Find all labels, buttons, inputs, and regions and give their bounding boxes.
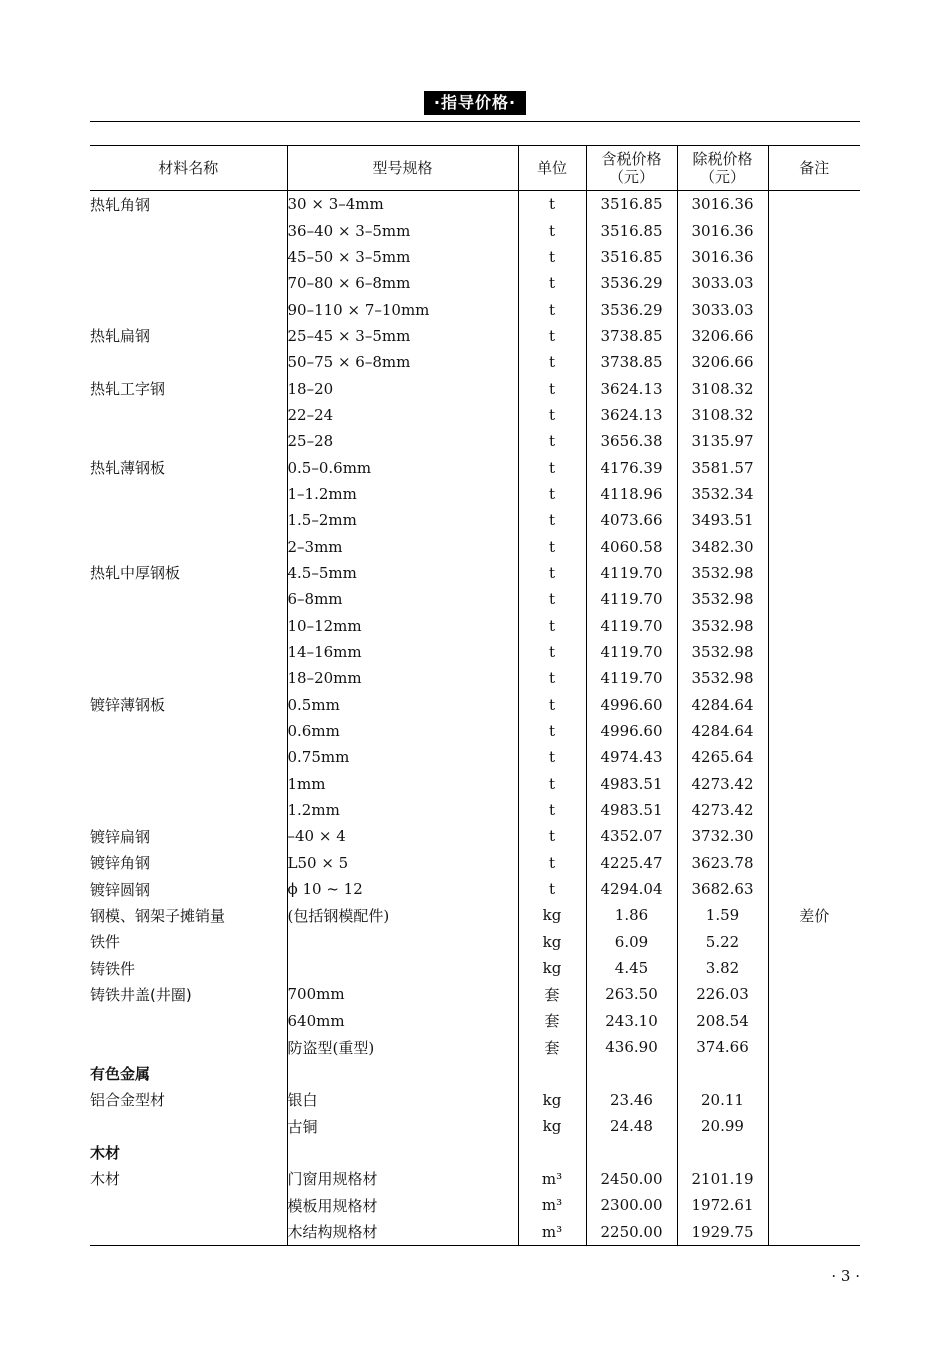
table-row <box>90 296 860 322</box>
spec-cell: 30 × 3–4mm <box>287 191 518 218</box>
header-price-excl-tax-line2: （元） <box>699 168 745 186</box>
price-incl-tax-cell: 263.50 <box>586 981 677 1007</box>
price-incl-tax-cell: 4119.70 <box>586 560 677 586</box>
table-row <box>90 771 860 797</box>
material-name-cell: 木材 <box>90 1170 121 1189</box>
price-excl-tax-cell: 3532.98 <box>677 665 768 691</box>
spec-cell: 1.5–2mm <box>287 507 518 533</box>
table-row <box>90 1113 860 1139</box>
price-incl-tax-cell: 3738.85 <box>586 349 677 375</box>
material-name-cell: 铁件 <box>90 933 121 952</box>
remark-cell <box>768 560 860 586</box>
table-row <box>90 797 860 823</box>
spec-cell: 模板用规格材 <box>287 1192 518 1218</box>
table-body <box>90 191 860 1246</box>
unit-cell: t <box>518 217 586 243</box>
remark-cell <box>768 1192 860 1218</box>
table-row <box>90 876 860 902</box>
remark-cell <box>768 955 860 981</box>
remark-cell <box>768 850 860 876</box>
material-name-cell <box>90 639 287 665</box>
table-row <box>90 349 860 375</box>
header-remark: 备注 <box>768 146 860 191</box>
price-excl-tax-cell: 4273.42 <box>677 771 768 797</box>
header-price-incl-tax-line1: 含税价格 <box>601 150 662 168</box>
price-incl-tax-cell: 3516.85 <box>586 244 677 270</box>
material-name-cell <box>90 1218 287 1245</box>
price-excl-tax-cell: 3.82 <box>677 955 768 981</box>
spec-cell: 2–3mm <box>287 533 518 559</box>
spec-cell <box>287 1139 518 1165</box>
remark-cell <box>768 375 860 401</box>
price-incl-tax-cell: 1.86 <box>586 902 677 928</box>
table-row <box>90 481 860 507</box>
unit-cell: t <box>518 481 586 507</box>
price-excl-tax-cell: 1972.61 <box>677 1192 768 1218</box>
price-excl-tax-cell: 3108.32 <box>677 375 768 401</box>
table-row <box>90 902 860 928</box>
remark-cell <box>768 533 860 559</box>
spec-cell: 防盗型(重型) <box>287 1034 518 1060</box>
price-incl-tax-cell: 4119.70 <box>586 639 677 665</box>
table-row <box>90 454 860 480</box>
spec-cell: 90–110 × 7–10mm <box>287 296 518 322</box>
material-name-cell: 镀锌扁钢 <box>90 827 151 846</box>
price-excl-tax-cell: 3493.51 <box>677 507 768 533</box>
price-incl-tax-cell: 3536.29 <box>586 296 677 322</box>
table-row <box>90 1192 860 1218</box>
table-row <box>90 718 860 744</box>
unit-cell: t <box>518 797 586 823</box>
price-incl-tax-cell: 4176.39 <box>586 454 677 480</box>
unit-cell: t <box>518 613 586 639</box>
table-row <box>90 981 860 1007</box>
material-name-cell <box>90 586 287 612</box>
unit-cell: m³ <box>518 1166 586 1192</box>
spec-cell: 0.5mm <box>287 692 518 718</box>
unit-cell: t <box>518 823 586 849</box>
material-name-cell: 有色金属 <box>90 1065 151 1084</box>
material-name-cell: 镀锌角钢 <box>90 854 151 873</box>
remark-cell <box>768 481 860 507</box>
material-name-cell <box>90 481 287 507</box>
spec-cell: 6–8mm <box>287 586 518 612</box>
remark-cell <box>768 744 860 770</box>
table-row <box>90 1008 860 1034</box>
remark-cell <box>768 270 860 296</box>
price-incl-tax-cell <box>586 1060 677 1086</box>
table-row <box>90 428 860 454</box>
price-incl-tax-cell: 23.46 <box>586 1087 677 1113</box>
spec-cell: (包括钢模配件) <box>287 902 518 928</box>
remark-cell <box>768 1087 860 1113</box>
price-excl-tax-cell: 226.03 <box>677 981 768 1007</box>
material-name-cell <box>90 1008 287 1034</box>
unit-cell: t <box>518 323 586 349</box>
spec-cell <box>287 929 518 955</box>
remark-cell <box>768 323 860 349</box>
price-incl-tax-cell: 24.48 <box>586 1113 677 1139</box>
spec-cell: 45–50 × 3–5mm <box>287 244 518 270</box>
unit-cell: t <box>518 507 586 533</box>
price-incl-tax-cell: 3624.13 <box>586 375 677 401</box>
price-incl-tax-cell: 4352.07 <box>586 823 677 849</box>
header-material-name: 材料名称 <box>90 146 287 191</box>
price-excl-tax-cell: 3532.98 <box>677 639 768 665</box>
unit-cell: 套 <box>518 1008 586 1034</box>
spec-cell: 古铜 <box>287 1113 518 1139</box>
unit-cell: kg <box>518 902 586 928</box>
material-name-cell: 铸铁井盖(井圈) <box>90 985 192 1004</box>
table-row <box>90 1166 860 1192</box>
price-incl-tax-cell: 4225.47 <box>586 850 677 876</box>
remark-cell <box>768 797 860 823</box>
table-row <box>90 1087 860 1113</box>
page-title: ·指导价格· <box>424 91 526 115</box>
table-row <box>90 665 860 691</box>
price-excl-tax-cell <box>677 1060 768 1086</box>
header-unit: 单位 <box>518 146 586 191</box>
unit-cell: t <box>518 692 586 718</box>
remark-cell <box>768 981 860 1007</box>
table-row <box>90 244 860 270</box>
spec-cell: 36–40 × 3–5mm <box>287 217 518 243</box>
price-incl-tax-cell: 4.45 <box>586 955 677 981</box>
price-incl-tax-cell: 3536.29 <box>586 270 677 296</box>
price-excl-tax-cell: 4284.64 <box>677 692 768 718</box>
unit-cell: t <box>518 586 586 612</box>
price-excl-tax-cell: 3482.30 <box>677 533 768 559</box>
spec-cell: ϕ 10 ~ 12 <box>287 876 518 902</box>
unit-cell: t <box>518 533 586 559</box>
table-row <box>90 323 860 349</box>
material-name-cell: 镀锌圆钢 <box>90 880 151 899</box>
remark-cell <box>768 217 860 243</box>
remark-cell <box>768 1166 860 1192</box>
price-incl-tax-cell: 3656.38 <box>586 428 677 454</box>
price-excl-tax-cell: 4265.64 <box>677 744 768 770</box>
unit-cell: kg <box>518 929 586 955</box>
price-incl-tax-cell: 4060.58 <box>586 533 677 559</box>
price-incl-tax-cell: 2250.00 <box>586 1218 677 1245</box>
material-name-cell <box>90 428 287 454</box>
price-incl-tax-cell: 2450.00 <box>586 1166 677 1192</box>
price-excl-tax-cell: 3532.98 <box>677 586 768 612</box>
table-row <box>90 850 860 876</box>
remark-cell: 差价 <box>768 902 860 928</box>
unit-cell <box>518 1060 586 1086</box>
remark-cell <box>768 665 860 691</box>
spec-cell <box>287 955 518 981</box>
spec-cell: 70–80 × 6–8mm <box>287 270 518 296</box>
remark-cell <box>768 1034 860 1060</box>
spec-cell: 1.2mm <box>287 797 518 823</box>
table-row <box>90 191 860 218</box>
header-spec: 型号规格 <box>287 146 518 191</box>
material-name-cell: 木材 <box>90 1144 121 1163</box>
price-excl-tax-cell: 20.11 <box>677 1087 768 1113</box>
price-excl-tax-cell <box>677 1139 768 1165</box>
remark-cell <box>768 692 860 718</box>
material-name-cell <box>90 533 287 559</box>
spec-cell: 0.5–0.6mm <box>287 454 518 480</box>
remark-cell <box>768 402 860 428</box>
table-row <box>90 533 860 559</box>
price-incl-tax-cell: 4983.51 <box>586 797 677 823</box>
price-excl-tax-cell: 3532.98 <box>677 613 768 639</box>
spec-cell: 22–24 <box>287 402 518 428</box>
price-incl-tax-cell: 4996.60 <box>586 718 677 744</box>
unit-cell: kg <box>518 955 586 981</box>
spec-cell: 0.6mm <box>287 718 518 744</box>
unit-cell: t <box>518 296 586 322</box>
price-excl-tax-cell: 2101.19 <box>677 1166 768 1192</box>
header-rule <box>90 121 860 122</box>
header-price-incl-tax <box>586 146 677 191</box>
spec-cell: 18–20mm <box>287 665 518 691</box>
price-excl-tax-cell: 3016.36 <box>677 217 768 243</box>
header-price-incl-tax-line2: （元） <box>608 168 654 186</box>
price-incl-tax-cell: 4119.70 <box>586 665 677 691</box>
material-name-cell <box>90 1113 287 1139</box>
price-excl-tax-cell: 5.22 <box>677 929 768 955</box>
remark-cell <box>768 639 860 665</box>
price-excl-tax-cell: 3206.66 <box>677 323 768 349</box>
table-row <box>90 1218 860 1245</box>
price-incl-tax-cell <box>586 1139 677 1165</box>
table-row <box>90 929 860 955</box>
price-excl-tax-cell: 4273.42 <box>677 797 768 823</box>
remark-cell <box>768 613 860 639</box>
table-row <box>90 1034 860 1060</box>
remark-cell <box>768 1008 860 1034</box>
price-incl-tax-cell: 4983.51 <box>586 771 677 797</box>
unit-cell: t <box>518 349 586 375</box>
spec-cell: 0.75mm <box>287 744 518 770</box>
spec-cell: –40 × 4 <box>287 823 518 849</box>
material-name-cell <box>90 349 287 375</box>
unit-cell: t <box>518 718 586 744</box>
price-incl-tax-cell: 3738.85 <box>586 323 677 349</box>
unit-cell: m³ <box>518 1218 586 1245</box>
price-excl-tax-cell: 3016.36 <box>677 244 768 270</box>
table-row <box>90 955 860 981</box>
spec-cell: 18–20 <box>287 375 518 401</box>
unit-cell: t <box>518 402 586 428</box>
header-price-excl-tax <box>677 146 768 191</box>
remark-cell <box>768 1139 860 1165</box>
remark-cell <box>768 771 860 797</box>
spec-cell: 50–75 × 6–8mm <box>287 349 518 375</box>
price-incl-tax-cell: 436.90 <box>586 1034 677 1060</box>
spec-cell: 4.5–5mm <box>287 560 518 586</box>
price-excl-tax-cell: 3108.32 <box>677 402 768 428</box>
material-name-cell <box>90 665 287 691</box>
unit-cell: t <box>518 191 586 218</box>
price-excl-tax-cell: 3623.78 <box>677 850 768 876</box>
remark-cell <box>768 191 860 218</box>
price-excl-tax-cell: 3016.36 <box>677 191 768 218</box>
price-excl-tax-cell: 3206.66 <box>677 349 768 375</box>
unit-cell: t <box>518 771 586 797</box>
unit-cell <box>518 1139 586 1165</box>
material-name-cell: 钢模、钢架子摊销量 <box>90 906 226 925</box>
spec-cell: 640mm <box>287 1008 518 1034</box>
material-name-cell: 镀锌薄钢板 <box>90 696 166 715</box>
price-excl-tax-cell: 3135.97 <box>677 428 768 454</box>
unit-cell: kg <box>518 1113 586 1139</box>
spec-cell: 10–12mm <box>287 613 518 639</box>
price-incl-tax-cell: 2300.00 <box>586 1192 677 1218</box>
section-row <box>90 1060 860 1086</box>
header-price-excl-tax-line1: 除税价格 <box>692 150 753 168</box>
unit-cell: t <box>518 244 586 270</box>
spec-cell <box>287 1060 518 1086</box>
price-excl-tax-cell: 3033.03 <box>677 270 768 296</box>
section-row <box>90 1139 860 1165</box>
remark-cell <box>768 244 860 270</box>
price-table <box>90 145 860 1246</box>
material-name-cell: 热轧薄钢板 <box>90 459 166 478</box>
unit-cell: t <box>518 560 586 586</box>
unit-cell: t <box>518 665 586 691</box>
price-incl-tax-cell: 4073.66 <box>586 507 677 533</box>
unit-cell: t <box>518 876 586 902</box>
spec-cell: L50 × 5 <box>287 850 518 876</box>
material-name-cell: 热轧扁钢 <box>90 327 151 346</box>
price-excl-tax-cell: 3581.57 <box>677 454 768 480</box>
table-row <box>90 744 860 770</box>
table-row <box>90 375 860 401</box>
remark-cell <box>768 929 860 955</box>
material-name-cell <box>90 1192 287 1218</box>
material-name-cell: 热轧角钢 <box>90 195 151 214</box>
unit-cell: 套 <box>518 1034 586 1060</box>
price-excl-tax-cell: 20.99 <box>677 1113 768 1139</box>
price-incl-tax-cell: 3624.13 <box>586 402 677 428</box>
price-excl-tax-cell: 3532.34 <box>677 481 768 507</box>
price-excl-tax-cell: 3033.03 <box>677 296 768 322</box>
table-row <box>90 270 860 296</box>
price-incl-tax-cell: 4294.04 <box>586 876 677 902</box>
price-incl-tax-cell: 4974.43 <box>586 744 677 770</box>
price-excl-tax-cell: 1929.75 <box>677 1218 768 1245</box>
price-incl-tax-cell: 243.10 <box>586 1008 677 1034</box>
remark-cell <box>768 296 860 322</box>
table-row <box>90 639 860 665</box>
material-name-cell <box>90 744 287 770</box>
price-incl-tax-cell: 4996.60 <box>586 692 677 718</box>
material-name-cell: 热轧工字钢 <box>90 380 166 399</box>
table-header-row <box>90 146 860 191</box>
price-excl-tax-cell: 3732.30 <box>677 823 768 849</box>
spec-cell: 门窗用规格材 <box>287 1166 518 1192</box>
material-name-cell <box>90 244 287 270</box>
price-incl-tax-cell: 3516.85 <box>586 191 677 218</box>
price-excl-tax-cell: 4284.64 <box>677 718 768 744</box>
material-name-cell <box>90 771 287 797</box>
material-name-cell <box>90 797 287 823</box>
table-row <box>90 402 860 428</box>
material-name-cell <box>90 718 287 744</box>
remark-cell <box>768 454 860 480</box>
unit-cell: 套 <box>518 981 586 1007</box>
table-row <box>90 217 860 243</box>
material-name-cell <box>90 402 287 428</box>
remark-cell <box>768 1060 860 1086</box>
spec-cell: 14–16mm <box>287 639 518 665</box>
remark-cell <box>768 876 860 902</box>
unit-cell: t <box>518 744 586 770</box>
price-incl-tax-cell: 4119.70 <box>586 613 677 639</box>
spec-cell: 25–45 × 3–5mm <box>287 323 518 349</box>
material-name-cell <box>90 270 287 296</box>
unit-cell: kg <box>518 1087 586 1113</box>
remark-cell <box>768 1113 860 1139</box>
unit-cell: t <box>518 850 586 876</box>
material-name-cell <box>90 217 287 243</box>
table-row <box>90 560 860 586</box>
remark-cell <box>768 349 860 375</box>
remark-cell <box>768 507 860 533</box>
spec-cell: 1mm <box>287 771 518 797</box>
remark-cell <box>768 1218 860 1245</box>
spec-cell: 银白 <box>287 1087 518 1113</box>
material-name-cell <box>90 507 287 533</box>
price-incl-tax-cell: 6.09 <box>586 929 677 955</box>
unit-cell: t <box>518 639 586 665</box>
unit-cell: t <box>518 375 586 401</box>
table-row <box>90 692 860 718</box>
table-row <box>90 613 860 639</box>
table-row <box>90 586 860 612</box>
unit-cell: t <box>518 270 586 296</box>
page-number: · 3 · <box>831 1267 860 1285</box>
price-incl-tax-cell: 4119.70 <box>586 586 677 612</box>
price-excl-tax-cell: 374.66 <box>677 1034 768 1060</box>
price-excl-tax-cell: 1.59 <box>677 902 768 928</box>
price-excl-tax-cell: 3682.63 <box>677 876 768 902</box>
table-row <box>90 823 860 849</box>
price-incl-tax-cell: 3516.85 <box>586 217 677 243</box>
spec-cell: 1–1.2mm <box>287 481 518 507</box>
material-name-cell: 铝合金型材 <box>90 1091 166 1110</box>
unit-cell: t <box>518 454 586 480</box>
spec-cell: 25–28 <box>287 428 518 454</box>
remark-cell <box>768 428 860 454</box>
spec-cell: 木结构规格材 <box>287 1218 518 1245</box>
material-name-cell: 铸铁件 <box>90 959 136 978</box>
remark-cell <box>768 586 860 612</box>
remark-cell <box>768 823 860 849</box>
material-name-cell <box>90 296 287 322</box>
table-row <box>90 507 860 533</box>
remark-cell <box>768 718 860 744</box>
material-name-cell <box>90 613 287 639</box>
price-incl-tax-cell: 4118.96 <box>586 481 677 507</box>
unit-cell: m³ <box>518 1192 586 1218</box>
material-name-cell <box>90 1034 287 1060</box>
price-excl-tax-cell: 3532.98 <box>677 560 768 586</box>
spec-cell: 700mm <box>287 981 518 1007</box>
unit-cell: t <box>518 428 586 454</box>
material-name-cell: 热轧中厚钢板 <box>90 564 181 583</box>
price-excl-tax-cell: 208.54 <box>677 1008 768 1034</box>
